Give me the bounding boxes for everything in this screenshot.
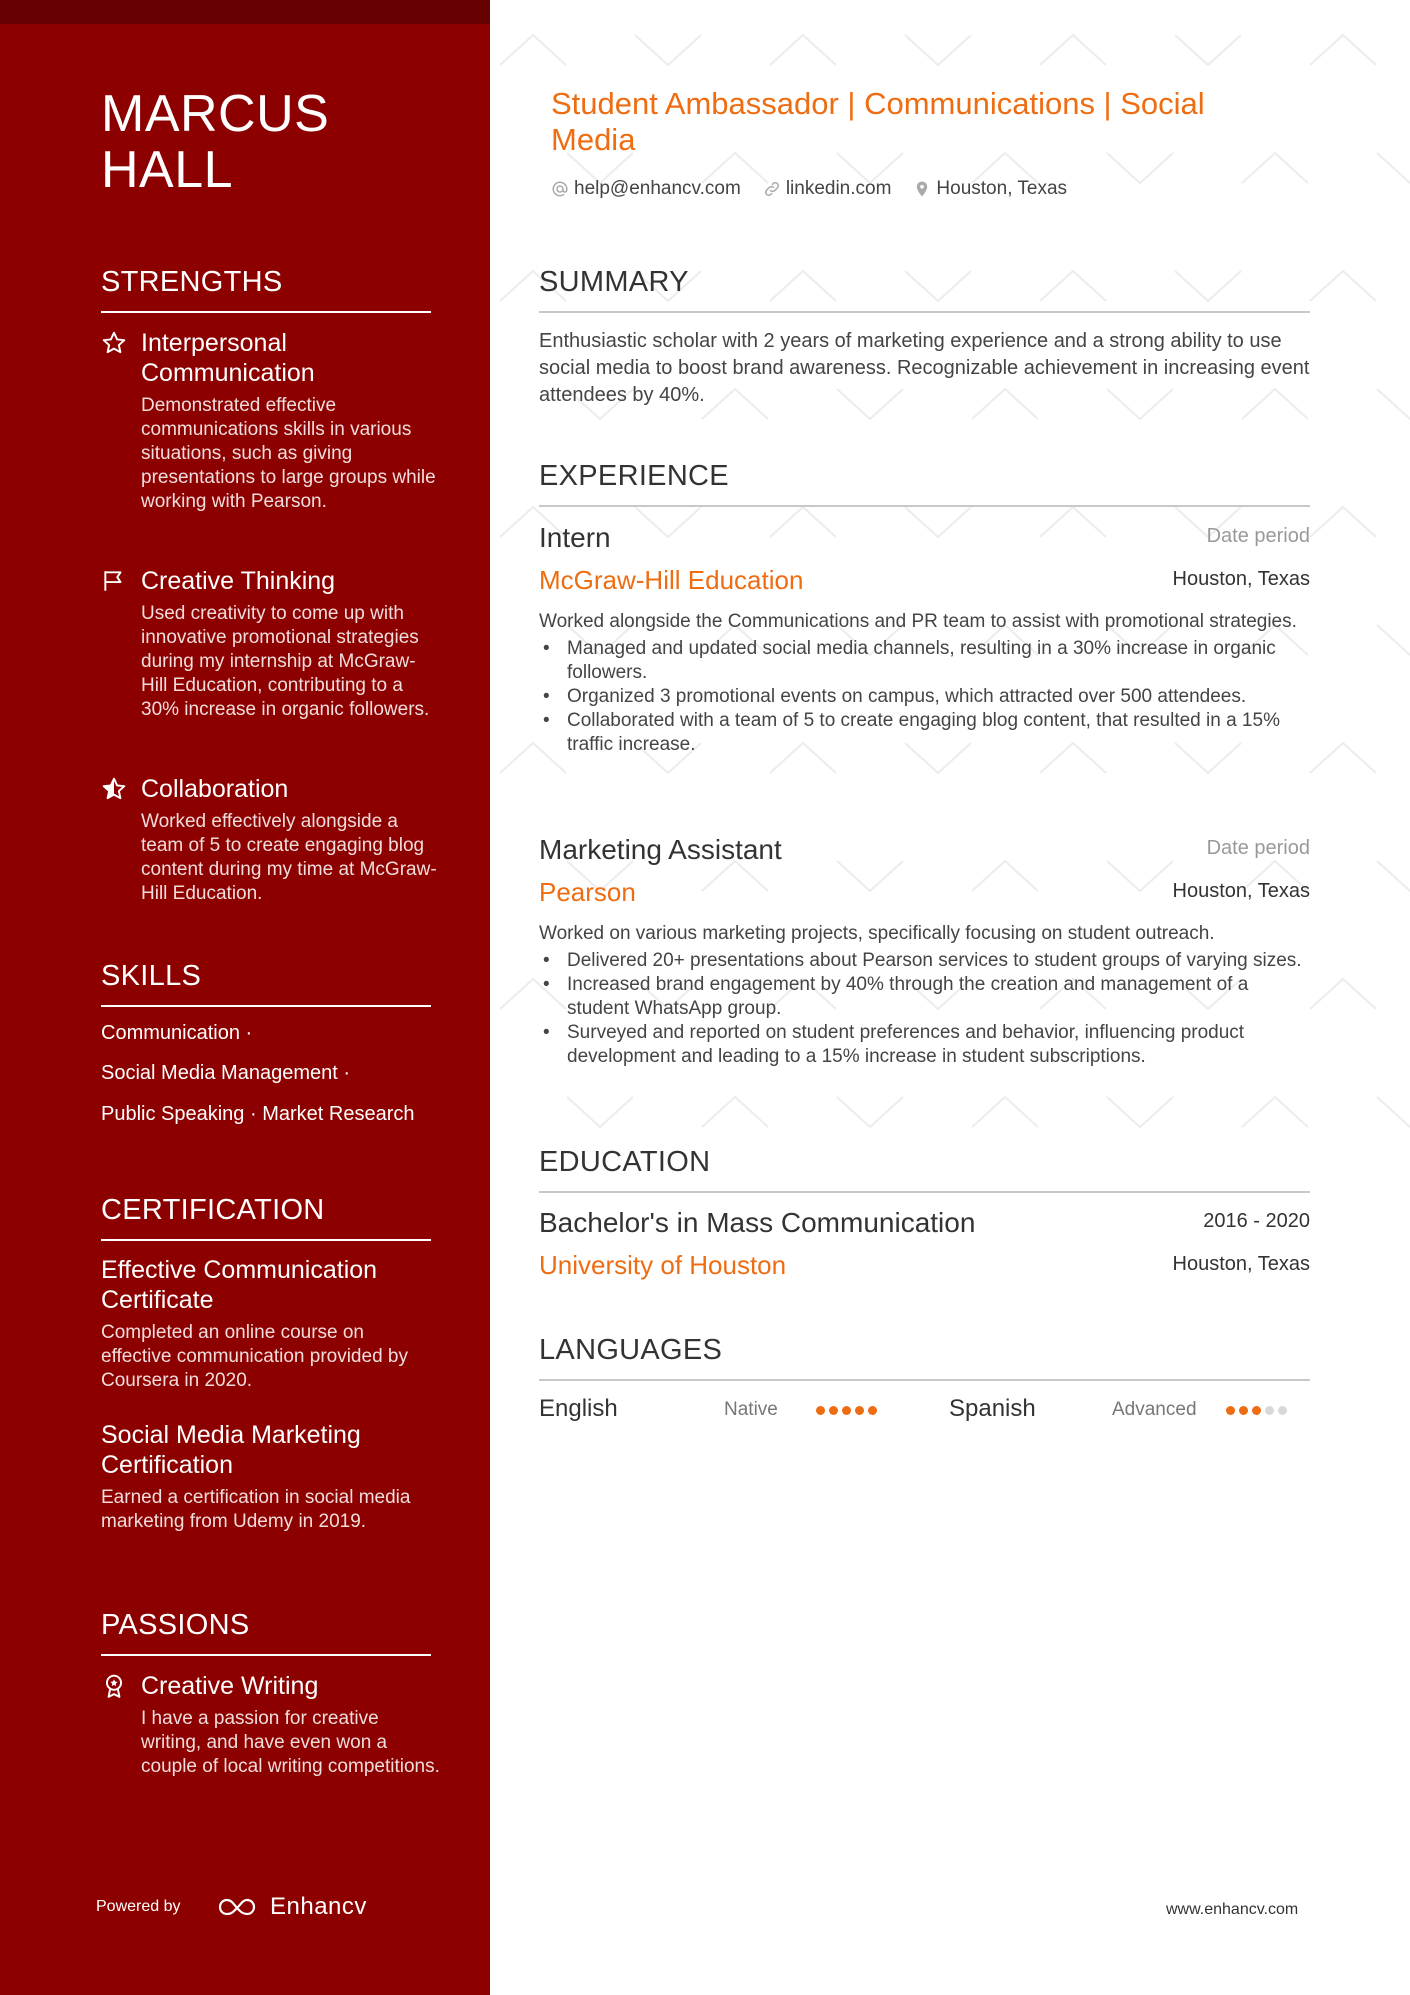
- rating-dot-empty: [1278, 1406, 1287, 1415]
- flag-icon: [101, 568, 127, 594]
- skills-divider: [101, 1005, 431, 1007]
- strength-description: Worked effectively alongside a team of 5 to create engaging blog content during my time at McGraw-Hill Education.: [141, 811, 437, 904]
- rating-dot-filled: [1226, 1406, 1235, 1415]
- strength-item: [101, 774, 441, 906]
- skill-line: Communication ·: [101, 1022, 253, 1044]
- education-title: EDUCATION: [539, 1146, 711, 1178]
- star-outline-icon: [101, 330, 127, 356]
- language-level: Advanced: [1112, 1399, 1197, 1420]
- cert-title: Social Media Marketing Certification: [101, 1421, 361, 1479]
- languages-row: [539, 1395, 1310, 1425]
- rating-dot-filled: [868, 1406, 877, 1415]
- language-name: Spanish: [949, 1395, 1036, 1422]
- candidate-name: [101, 86, 329, 198]
- passion-item: [101, 1671, 441, 1779]
- cert-description: Completed an online course on effective communication provided by Coursera in 2020.: [101, 1322, 408, 1391]
- list-item: • Managed and updated social media channels, resulting in a 30% increase in organic followers.: [539, 637, 1314, 685]
- job-date: Date period: [1206, 837, 1310, 859]
- job-company: McGraw-Hill Education: [539, 565, 804, 595]
- star-half-icon: [101, 776, 127, 802]
- passions-title: PASSIONS: [101, 1609, 250, 1641]
- skill-line: Social Media Management ·: [101, 1062, 351, 1084]
- school-name: University of Houston: [539, 1250, 787, 1280]
- job-description: [539, 610, 1314, 757]
- certification-title: CERTIFICATION: [101, 1194, 325, 1226]
- list-item: • Surveyed and reported on student preferences and behavior, influencing product development and leading to a 15% increase in student subscriptions.: [539, 1021, 1314, 1069]
- list-item: • Organized 3 promotional events on campus, which attracted over 500 attendees.: [539, 685, 1314, 709]
- education-divider: [539, 1191, 1310, 1193]
- rating-dot-filled: [816, 1406, 825, 1415]
- strength-item: [101, 566, 441, 722]
- summary-divider: [539, 311, 1310, 313]
- rating-dot-filled: [1252, 1406, 1261, 1415]
- at-icon: [551, 180, 569, 198]
- rating-dot-filled: [1239, 1406, 1248, 1415]
- strength-title: Interpersonal Communication: [141, 329, 315, 387]
- degree-title: Bachelor's in Mass Communication: [539, 1207, 976, 1238]
- summary-title: SUMMARY: [539, 266, 689, 298]
- enhancv-logo-icon: [216, 1895, 262, 1919]
- contact-location-text: Houston, Texas: [936, 178, 1068, 199]
- passion-description: I have a passion for creative writing, and have even won a couple of local writing competitions.: [141, 1708, 440, 1777]
- cert-title: Effective Communication Certificate: [101, 1256, 378, 1314]
- rating-dot-filled: [829, 1406, 838, 1415]
- certification-divider: [101, 1239, 431, 1241]
- main-content: [490, 0, 1410, 1995]
- contact-email-text: help@enhancv.com: [574, 178, 741, 199]
- language-rating: [816, 1406, 877, 1415]
- job-bullets: [539, 949, 1314, 1069]
- job-title: Intern: [539, 522, 611, 553]
- job-location: Houston, Texas: [1172, 880, 1310, 902]
- powered-by-label: Powered by: [96, 1898, 181, 1915]
- strength-title: Collaboration: [141, 775, 289, 803]
- experience-title: EXPERIENCE: [539, 460, 729, 492]
- skills-title: SKILLS: [101, 960, 202, 992]
- cert-description: Earned a certification in social media marketing from Udemy in 2019.: [101, 1487, 411, 1532]
- rating-dot-empty: [1265, 1406, 1274, 1415]
- job-description: [539, 922, 1314, 1069]
- contact-linkedin[interactable]: [763, 178, 892, 200]
- sidebar: [0, 0, 490, 1995]
- rating-dot-filled: [842, 1406, 851, 1415]
- language-level: Native: [724, 1399, 778, 1420]
- website-link[interactable]: www.enhancv.com: [1166, 1901, 1299, 1918]
- enhancv-brand-text: Enhancv: [270, 1893, 367, 1920]
- strengths-title: STRENGTHS: [101, 266, 283, 298]
- enhancv-logo[interactable]: [216, 1893, 367, 1921]
- first-name: MARCUS: [101, 85, 330, 143]
- headline: Student Ambassador | Communications | Social Media: [551, 86, 1205, 157]
- list-item: • Delivered 20+ presentations about Pearson services to student groups of varying sizes.: [539, 949, 1314, 973]
- contact-linkedin-text: linkedin.com: [785, 178, 892, 199]
- link-icon: [763, 180, 781, 198]
- job-bullets: [539, 637, 1314, 757]
- medal-icon: [101, 1673, 127, 1699]
- location-pin-icon: [913, 180, 931, 198]
- job-company: Pearson: [539, 877, 636, 907]
- summary-text: Enthusiastic scholar with 2 years of marketing experience and a strong ability to use social media to boost brand awareness. Recognizable achievement in increasing event attendees by 40%.: [539, 330, 1310, 406]
- list-item: • Collaborated with a team of 5 to create engaging blog content, that resulted in a 15% traffic increase.: [539, 709, 1314, 757]
- rating-dot-filled: [855, 1406, 864, 1415]
- skill-line: Public Speaking · Market Research: [101, 1103, 415, 1125]
- contact-row: [551, 178, 1067, 200]
- strength-description: Demonstrated effective communications skills in various situations, such as giving presentations to large groups while working with Pearson.: [141, 395, 436, 512]
- experience-divider: [539, 505, 1310, 507]
- strength-title: Creative Thinking: [141, 567, 336, 595]
- job-title: Marketing Assistant: [539, 834, 782, 865]
- strengths-divider: [101, 311, 431, 313]
- language-name: English: [539, 1395, 618, 1422]
- job-location: Houston, Texas: [1172, 568, 1310, 590]
- sidebar-top-bar: [0, 0, 490, 24]
- passions-divider: [101, 1654, 431, 1656]
- cert-item: [101, 1255, 436, 1393]
- job-intro: Worked on various marketing projects, specifically focusing on student outreach.: [539, 923, 1215, 944]
- last-name: HALL: [101, 141, 234, 199]
- school-location: Houston, Texas: [1172, 1253, 1310, 1275]
- strength-item: [101, 328, 441, 514]
- cert-item: [101, 1420, 436, 1534]
- education-dates: 2016 - 2020: [1203, 1210, 1310, 1232]
- strength-description: Used creativity to come up with innovative promotional strategies during my internship at McGraw-Hill Education, contributing to a 30% increase in organic followers.: [141, 603, 430, 720]
- job-intro: Worked alongside the Communications and PR team to assist with promotional strategies.: [539, 611, 1297, 632]
- contact-email[interactable]: [551, 178, 741, 200]
- passion-title: Creative Writing: [141, 1672, 319, 1700]
- languages-title: LANGUAGES: [539, 1334, 723, 1366]
- languages-divider: [539, 1379, 1310, 1381]
- language-rating: [1226, 1406, 1287, 1415]
- contact-location: [913, 178, 1067, 200]
- job-date: Date period: [1206, 525, 1310, 547]
- list-item: • Increased brand engagement by 40% through the creation and management of a student WhatsApp group.: [539, 973, 1314, 1021]
